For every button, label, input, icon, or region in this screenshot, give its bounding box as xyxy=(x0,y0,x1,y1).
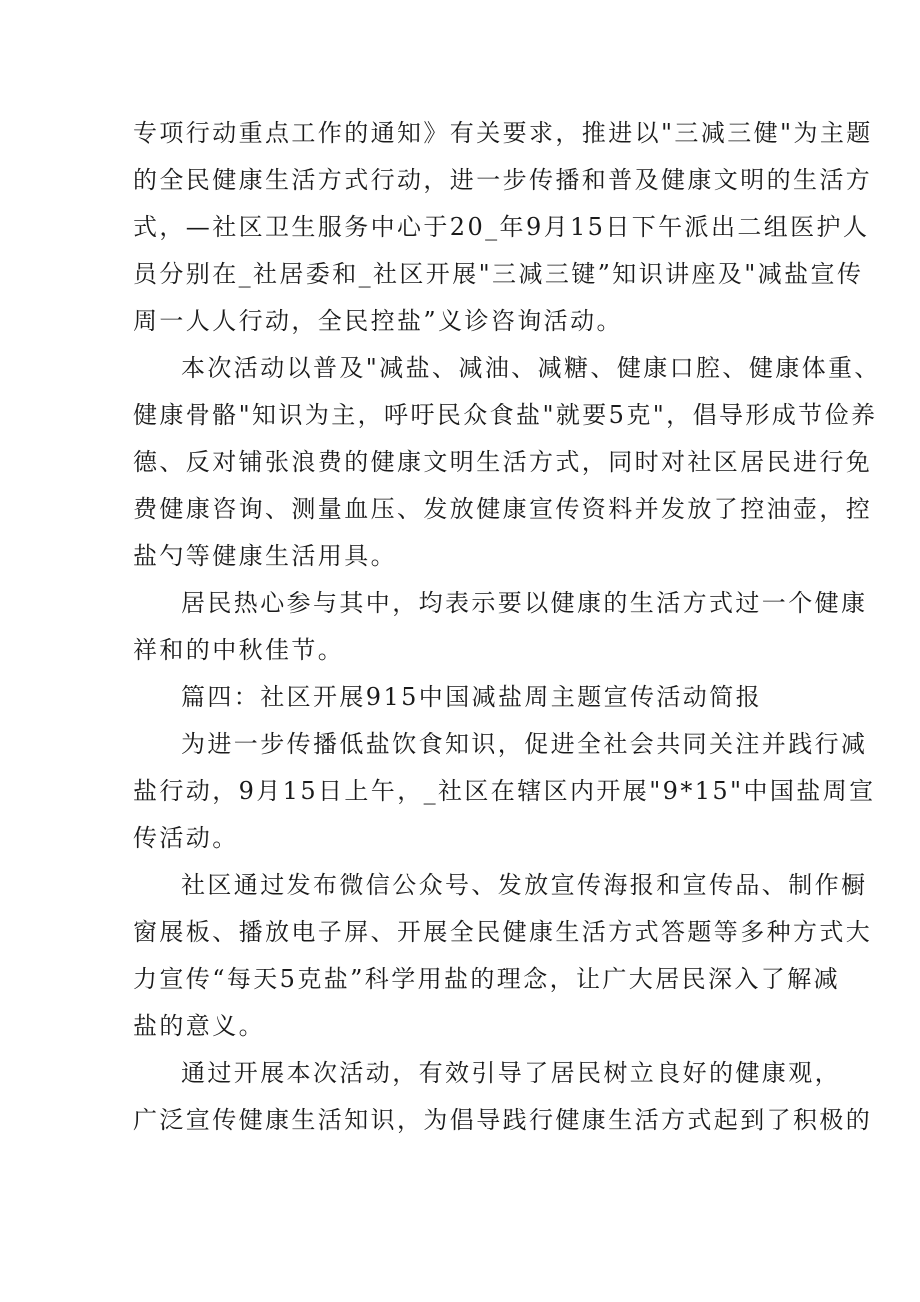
text-line: 为进一步传播低盐饮食知识，促进全社会共同关注并践行减 xyxy=(181,730,868,758)
text-line: 式，—社区卫生服务中心于20_年9月15日下午派出二组医护人 xyxy=(133,213,870,241)
text-line: 窗展板、播放电子屏、开展全民健康生活方式答题等多种方式大 xyxy=(133,918,873,946)
text-line: 祥和的中秋佳节。 xyxy=(133,636,345,664)
text-line: 德、反对铺张浪费的健康文明生活方式，同时对社区居民进行免 xyxy=(133,448,873,476)
text-line: 社区通过发布微信公众号、发放宣传海报和宣传品、制作橱 xyxy=(181,871,868,899)
text-line: 传活动。 xyxy=(133,824,239,852)
text-line: 健康骨骼"知识为主，呼吁民众食盐"就要5克"，倡导形成节俭养 xyxy=(133,401,878,429)
text-line: 专项行动重点工作的通知》有关要求，推进以"三减三健"为主题 xyxy=(133,119,873,147)
section-heading: 篇四：社区开展915中国减盐周主题宣传活动简报 xyxy=(181,683,763,711)
text-line: 费健康咨询、测量血压、发放健康宣传资料并发放了控油壶，控 xyxy=(133,495,873,523)
text-line: 盐的意义。 xyxy=(133,1012,265,1040)
text-line: 通过开展本次活动，有效引导了居民树立良好的健康观， xyxy=(181,1059,841,1087)
text-line: 员分别在_社居委和_社区开展"三减三键”知识讲座及"减盐宣传 xyxy=(133,260,864,288)
text-line: 盐勺等健康生活用具。 xyxy=(133,542,397,570)
text-line: 本次活动以普及"减盐、减油、减糖、健康口腔、健康体重、 xyxy=(181,354,881,382)
text-line: 周一人人行动，全民控盐”义诊咨询活动。 xyxy=(133,307,623,335)
text-line: 居民热心参与其中，均表示要以健康的生活方式过一个健康 xyxy=(181,589,868,617)
text-line: 广泛宣传健康生活知识，为倡导践行健康生活方式起到了积极的 xyxy=(133,1106,873,1134)
text-line: 力宣传“每天5克盐”科学用盐的理念，让广大居民深入了解减 xyxy=(133,965,841,993)
text-line: 盐行动，9月15日上午，_社区在辖区内开展"9*15"中国盐周宣 xyxy=(133,777,876,805)
text-line: 的全民健康生活方式行动，进一步传播和普及健康文明的生活方 xyxy=(133,166,873,194)
